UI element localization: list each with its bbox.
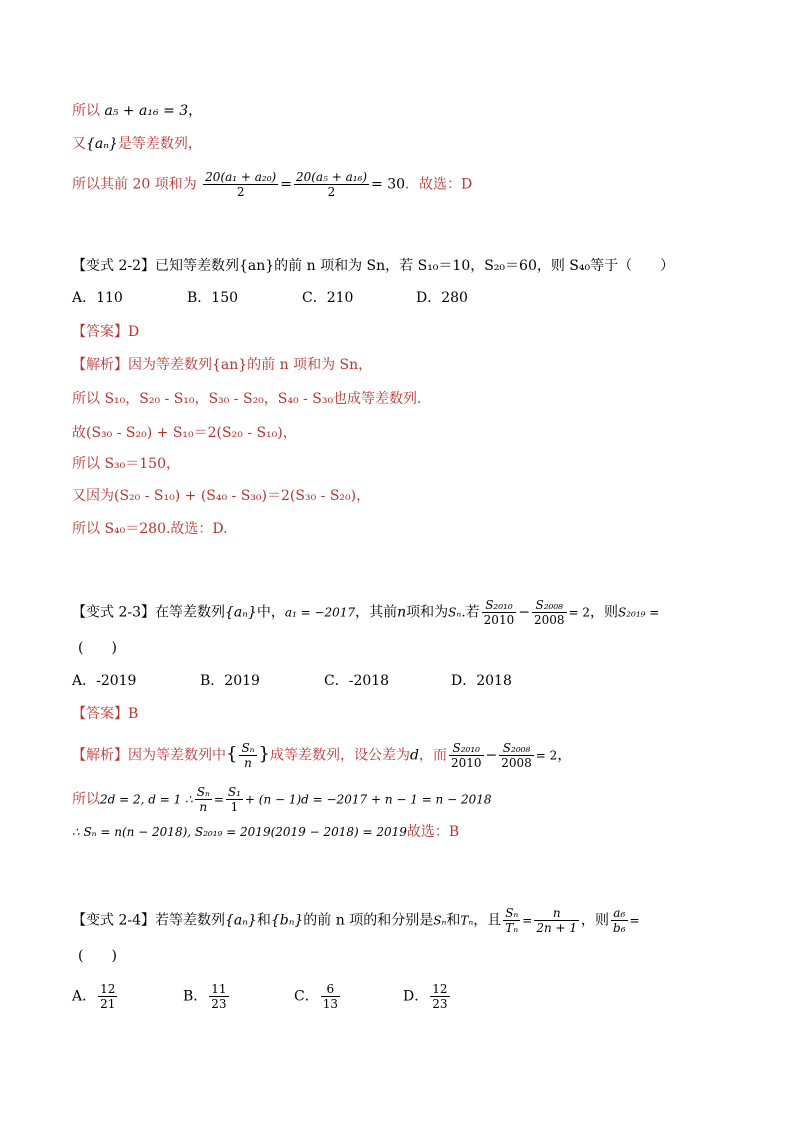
den: Tₙ: [505, 921, 519, 935]
num: 12: [432, 982, 448, 996]
question-stem: 已知等差数列{an}的前 n 项和为 Sn，若 S₁₀＝10，S₂₀＝60，则 S₄₀等于（ ）: [155, 258, 675, 274]
math: {bₙ}: [270, 912, 304, 929]
eq: =: [629, 913, 640, 928]
choice-label: B．: [183, 988, 208, 1005]
num: S₂₀₁₀: [449, 741, 484, 756]
math: {aₙ}: [225, 604, 257, 621]
text: 所以其前 20 项和为: [72, 176, 197, 193]
q23-choice-b: B．2019: [200, 673, 260, 689]
den: 2010: [483, 613, 515, 627]
fraction: [209, 982, 228, 1011]
q22-analysis-1: [72, 355, 372, 375]
q23-analysis-3: [72, 822, 459, 842]
answer-label: 【答案】: [72, 324, 128, 340]
q23-analysis-2: [72, 785, 492, 814]
fraction: [98, 982, 117, 1011]
num: Sₙ: [505, 906, 519, 920]
math: ∴ Sₙ = n(n − 2018), S₂₀₁₉ = 2019(2019 − 2018) = 2019: [72, 825, 407, 839]
den: 2: [236, 185, 245, 199]
fraction: [294, 170, 369, 199]
math: {aₙ}: [86, 136, 118, 152]
q23-choice-a: A．-2019: [72, 673, 137, 689]
den: 23: [211, 997, 227, 1011]
text: 在等差数列: [155, 604, 225, 621]
num: Sₙ: [196, 785, 210, 799]
num: S₂₀₀₈: [499, 741, 534, 756]
punct: ，: [557, 747, 572, 764]
q23-blank: ( ): [78, 640, 117, 656]
brace: }: [258, 743, 270, 765]
analysis-label: 【解析】: [72, 747, 128, 764]
den: 2008: [533, 613, 565, 627]
den: 13: [322, 997, 338, 1011]
q22-analysis-4: 所以 S₃₀＝150，: [72, 456, 180, 472]
q24-choice-c: [294, 982, 342, 1011]
text: 成等差数列，设公差为: [270, 747, 410, 764]
fraction: [430, 982, 449, 1011]
text: 又: [72, 136, 86, 152]
q24-choice-d: [403, 982, 452, 1011]
text: ，其前: [355, 604, 398, 621]
q22-analysis-5: 又因为(S₂₀ - S₁₀) + (S₄₀ - S₃₀)＝2(S₃₀ - S₂₀)，: [72, 488, 371, 504]
q22-choice-a: A．110: [72, 290, 123, 306]
num: S₂₀₁₀: [482, 598, 517, 613]
top-line-2: [72, 134, 202, 154]
text: 和: [256, 912, 271, 929]
q23-stem: [72, 598, 659, 627]
math: + (n − 1)d = −2017 + n − 1 = n − 2018: [244, 792, 492, 807]
q23-choice-c: C．-2018: [324, 673, 390, 689]
num: S₁: [227, 785, 241, 799]
den: n: [199, 800, 208, 814]
den: 1: [230, 800, 239, 814]
answer-value: B: [128, 706, 139, 722]
fraction: [195, 785, 212, 814]
text: 所以: [72, 103, 100, 119]
text: .若: [461, 604, 480, 621]
q22-analysis-2: 所以 S₁₀，S₂₀ - S₁₀，S₃₀ - S₂₀，S₄₀ - S₃₀也成等差数列．: [72, 391, 432, 407]
eq: = 2: [535, 748, 558, 763]
num: a₆: [611, 906, 628, 921]
text: 因为等差数列中: [128, 747, 226, 764]
text: ，则: [590, 604, 619, 621]
q23-choice-d: D．2018: [451, 673, 512, 689]
text: 中，: [256, 604, 285, 621]
text: 故选：B: [406, 824, 460, 840]
text: ，则: [581, 912, 610, 929]
q22-analysis-3: 故(S₃₀ - S₂₀) + S₁₀＝2(S₂₀ - S₁₀)，: [72, 425, 297, 441]
math: Tₙ: [460, 913, 474, 928]
fraction: [482, 598, 517, 627]
eq: =: [522, 913, 533, 928]
den: n: [244, 756, 252, 770]
choice-label: A．: [72, 988, 97, 1005]
num: 20(a₁ + a₂₀): [205, 170, 277, 184]
num: 20(a₅ + a₁₆): [295, 170, 368, 184]
eq: =: [213, 792, 224, 807]
text: ．故选：D: [405, 176, 473, 193]
text: ，且: [473, 912, 502, 929]
math: Sₙ: [448, 605, 462, 620]
fraction: [239, 741, 256, 770]
choice-label: D．: [403, 988, 429, 1005]
analysis-label: 【解析】: [72, 357, 128, 373]
fraction: [532, 598, 567, 627]
choice-label: C．: [294, 988, 319, 1005]
fraction: [203, 170, 278, 199]
q22-choice-c: C．210: [302, 290, 354, 306]
math: a₁ = −2017: [284, 605, 356, 620]
fraction: [321, 982, 340, 1011]
q22-choice-b: B．150: [187, 290, 239, 306]
punct: ，: [188, 103, 203, 119]
q23-analysis-1: [72, 741, 571, 770]
q22-stem: [72, 256, 674, 276]
den: 2: [327, 185, 336, 199]
num: 12: [100, 982, 116, 996]
num: S₂₀₀₈: [532, 598, 567, 613]
answer-label: 【答案】: [72, 706, 128, 722]
answer-value: D: [128, 324, 140, 340]
question-tag: 【变式 2-3】: [72, 604, 155, 621]
text: 和: [446, 912, 461, 929]
num: Sₙ: [241, 741, 255, 755]
den: 2008: [501, 756, 532, 770]
math: {aₙ}: [225, 912, 257, 929]
q24-choice-b: [183, 982, 231, 1011]
minus: −: [485, 747, 498, 764]
fraction: [534, 906, 579, 935]
num: 11: [211, 982, 227, 996]
text: 所以: [72, 791, 100, 808]
fraction: [503, 906, 520, 935]
eq: =: [280, 176, 292, 193]
math: a₅ + a₁₆ = 3: [104, 103, 189, 119]
text: 的前 n 项的和分别是: [303, 912, 434, 929]
q23-answer: [72, 704, 138, 724]
q22-choice-d: D．280: [416, 290, 468, 306]
num: n: [534, 906, 579, 921]
fraction: [226, 785, 243, 814]
q24-stem: [72, 906, 640, 935]
top-line-1: [72, 101, 202, 121]
math: n: [397, 604, 407, 621]
fraction: [449, 741, 484, 770]
top-line-3: [72, 170, 472, 199]
q22-analysis-6: 所以 S₄₀＝280.故选：D.: [72, 521, 228, 537]
math: Sₙ: [433, 913, 447, 928]
q22-answer: [72, 322, 139, 342]
text: 是等差数列，: [117, 136, 202, 152]
fraction: [611, 906, 628, 935]
math: 2d = 2, d = 1 ∴: [100, 792, 193, 807]
eq: = 2: [568, 605, 591, 620]
den: 21: [100, 997, 116, 1011]
question-tag: 【变式 2-2】: [72, 258, 155, 274]
text: 项和为: [406, 604, 449, 621]
den: b₆: [613, 921, 626, 935]
den: 2n + 1: [536, 921, 578, 935]
analysis-text: 因为等差数列{an}的前 n 项和为 Sn，: [128, 357, 373, 373]
num: 6: [321, 982, 340, 997]
den: 2010: [450, 756, 482, 770]
question-tag: 【变式 2-4】: [72, 912, 155, 929]
result: = 30: [371, 176, 406, 193]
math: d: [410, 747, 419, 764]
q24-blank: ( ): [78, 948, 117, 964]
brace: {: [226, 743, 238, 765]
minus: −: [518, 604, 530, 621]
text: 若等差数列: [155, 912, 225, 929]
text: ，而: [418, 747, 447, 764]
den: 23: [432, 997, 448, 1011]
math: S₂₀₁₉ =: [618, 605, 660, 620]
fraction: [499, 741, 534, 770]
q24-choice-a: [72, 982, 119, 1011]
